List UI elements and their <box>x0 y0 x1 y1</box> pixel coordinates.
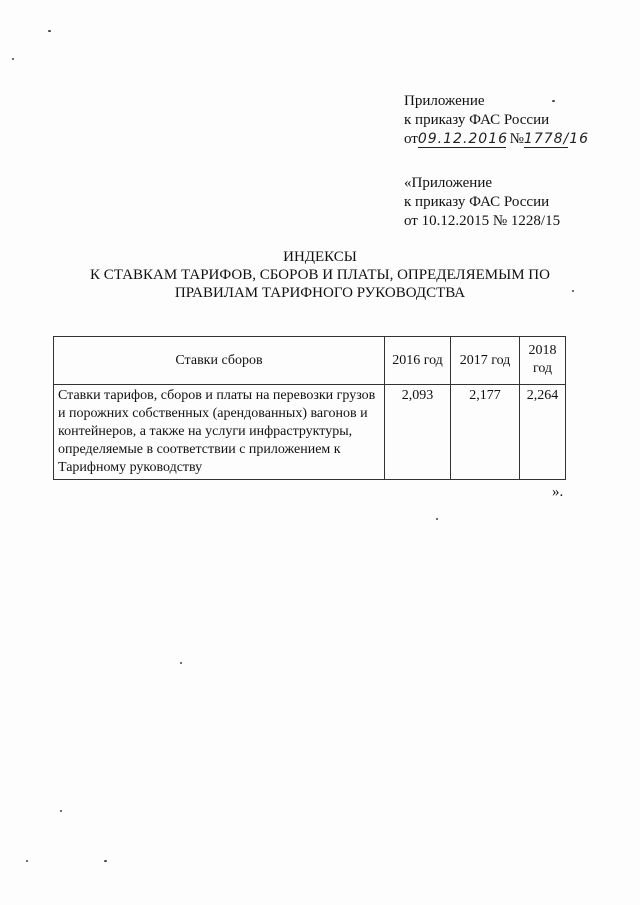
document-heading <box>60 248 580 302</box>
value-2016: 2,093 <box>385 385 451 480</box>
table-header-row <box>54 337 566 385</box>
closing-quote-mark: ». <box>552 484 564 500</box>
scan-speck <box>436 518 438 520</box>
heading-line-2: К СТАВКАМ ТАРИФОВ, СБОРОВ И ПЛАТЫ, ОПРЕДЕЛЯЕМЫМ ПО <box>90 267 550 283</box>
row-description: Ставки тарифов, сборов и платы на перевозки грузов и порожних собственных (арендованных) вагонов и контейнеров, а также на услуги инфраструктуры, определяемые в соответствии с приложением к Тарифному руководству <box>54 385 385 480</box>
scan-speck <box>180 662 182 664</box>
scan-speck <box>12 58 14 60</box>
scan-speck <box>552 100 555 102</box>
value-2017: 2,177 <box>451 385 520 480</box>
table-row <box>54 385 566 480</box>
number-prefix: № <box>509 131 524 147</box>
scan-speck <box>572 290 574 292</box>
appendix-title: Приложение <box>404 93 485 109</box>
appendix-order-ref: к приказу ФАС России <box>404 112 550 128</box>
appendix-block <box>404 92 590 149</box>
quoted-appendix-title: «Приложение <box>404 175 493 191</box>
header-2016: 2016 год <box>385 337 451 385</box>
heading-line-1: ИНДЕКСЫ <box>283 249 357 265</box>
scan-speck <box>104 860 107 862</box>
header-2018: 2018 год <box>520 337 566 385</box>
scan-speck <box>26 860 28 862</box>
scan-speck <box>60 810 62 812</box>
handwritten-date: 09.12.2016 <box>417 131 509 147</box>
date-prefix: от <box>404 131 418 147</box>
heading-line-3: ПРАВИЛАМ ТАРИФНОГО РУКОВОДСТВА <box>174 285 466 301</box>
quoted-appendix-block <box>404 174 560 231</box>
quoted-appendix-date-line: от 10.12.2015 № 1228/15 <box>404 213 561 229</box>
header-rates: Ставки сборов <box>54 337 385 385</box>
appendix-date-line <box>404 130 590 149</box>
indices-table <box>53 336 566 480</box>
scan-speck <box>48 30 51 32</box>
handwritten-number: 1778/16 <box>523 131 590 147</box>
header-2017: 2017 год <box>451 337 520 385</box>
value-2018: 2,264 <box>520 385 566 480</box>
quoted-appendix-order-ref: к приказу ФАС России <box>404 194 550 210</box>
